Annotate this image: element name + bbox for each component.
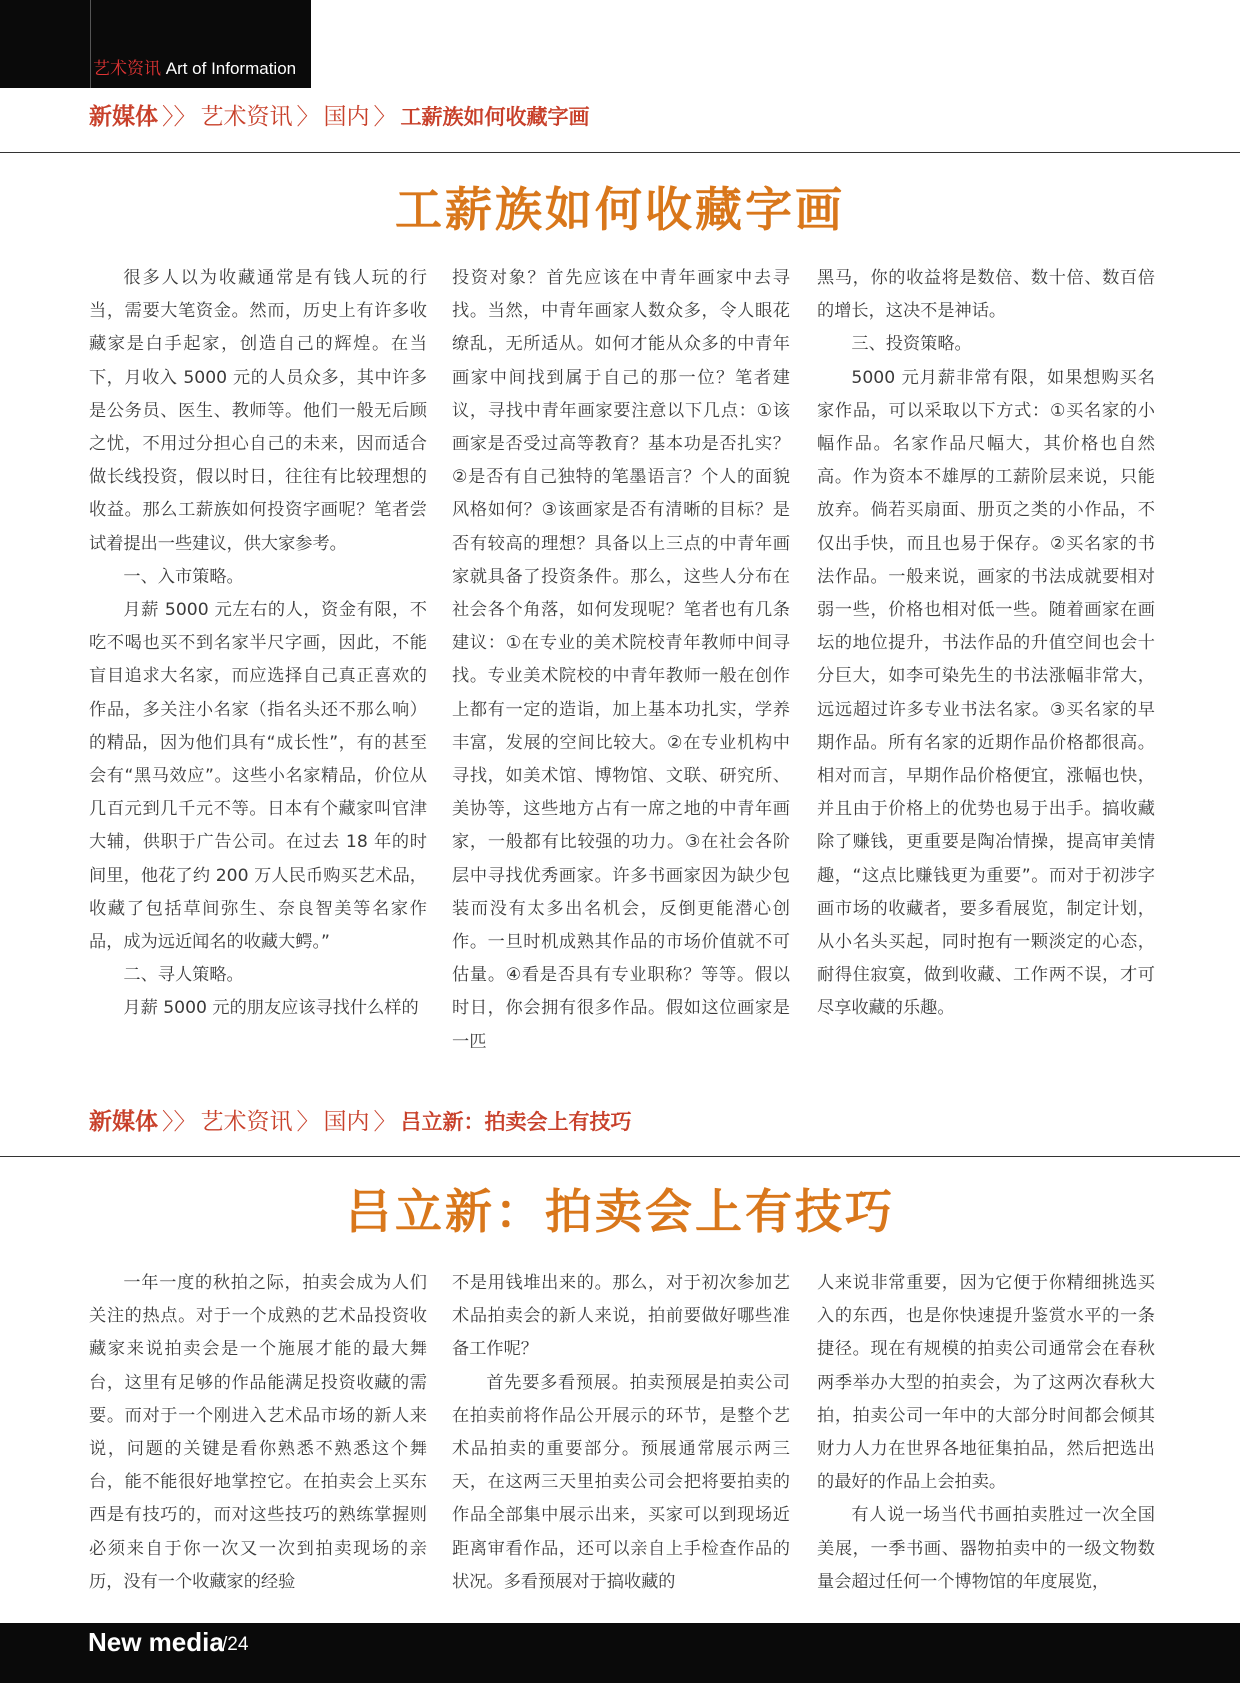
article-column-1 [89, 262, 427, 1026]
paragraph: 三、投资策略。 [851, 334, 972, 355]
article-2-column-1 [89, 1267, 427, 1599]
paragraph: 人来说非常重要，因为它便于你精细挑选买入的东西，也是你快速提升鉴赏水平的一条捷径。现在有规模的拍卖公司通常会在春秋两季举办大型的拍卖会，为了这两次春秋大拍，拍卖公司一年中的大部分时间都会倾其财力人力在世界各地征集拍品，然后把选出的最好的作品上会拍卖。 [817, 1273, 1155, 1493]
breadcrumb-separator: 〉 [296, 104, 320, 130]
breadcrumb-art-info[interactable]: 艺术资讯 [200, 104, 293, 130]
paragraph: 黑马，你的收益将是数倍、数十倍、数百倍的增长，这决不是神话。 [817, 268, 1155, 322]
article-2-column-3 [817, 1267, 1155, 1599]
paragraph: 一年一度的秋拍之际，拍卖会成为人们关注的热点。对于一个成熟的艺术品投资收藏家来说拍卖会是一个施展才能的最大舞台，这里有足够的作品能满足投资收藏的需要。而对于一个刚进入艺术品市场的新人来说，问题的关键是看你熟悉不熟悉这个舞台，能不能很好地掌控它。在拍卖会上买东西是有技巧的，而对这些技巧的熟练掌握则必须来自于你一次又一次到拍卖现场的亲历，没有一个收藏家的经验 [89, 1273, 427, 1592]
paragraph: 二、寻人策略。 [123, 965, 244, 986]
article-column-2 [452, 262, 790, 1059]
breadcrumb-separator: 〉 [373, 1109, 397, 1135]
paragraph: 一、入市策略。 [123, 566, 244, 587]
breadcrumb-separator: 〉 [373, 104, 397, 130]
footer-brand-logo: New media [88, 1627, 224, 1657]
section-label-cn: 艺术资讯 [93, 59, 161, 78]
section-divider [0, 152, 1240, 153]
breadcrumb-root[interactable]: 新媒体 [89, 104, 158, 130]
breadcrumb-art-info[interactable]: 艺术资讯 [200, 1109, 293, 1135]
paragraph: 投资对象？首先应该在中青年画家中去寻找。当然，中青年画家人数众多，令人眼花缭乱，无所适从。如何才能从众多的中青年画家中间找到属于自己的那一位？笔者建议，寻找中青年画家要注意以下几点：①该画家是否受过高等教育？基本功是否扎实？②是否有自己独特的笔墨语言？个人的面貌风格如何？③该画家是否有清晰的目标？是否有较高的理想？具备以上三点的中青年画家就具备了投资条件。那么，这些人分布在社会各个角落，如何发现呢？笔者也有几条建议：①在专业的美术院校青年教师中间寻找。专业美术院校的中青年教师一般在创作上都有一定的造诣，加上基本功扎实，学养丰富，发展的空间比较大。②在专业机构中寻找，如美术馆、博物馆、文联、研究所、美协等，这些地方占有一席之地的中青年画家，一般都有比较强的功力。③在社会各阶层中寻找优秀画家。许多书画家因为缺少包装而没有太多出名机会，反倒更能潜心创作。一旦时机成熟其作品的市场价值就不可估量。④看是否具有专业职称？等等。假以时日，你会拥有很多作品。假如这位画家是一匹 [452, 268, 790, 1052]
paragraph: 不是用钱堆出来的。那么，对于初次参加艺术品拍卖会的新人来说，拍前要做好哪些准备工作呢？ [452, 1273, 790, 1360]
breadcrumb [89, 98, 590, 131]
breadcrumb-root[interactable]: 新媒体 [89, 1109, 158, 1135]
header-divider-line [90, 0, 91, 88]
breadcrumb-separator: 〉〉 [162, 1109, 197, 1135]
paragraph: 月薪 5000 元左右的人，资金有限，不吃不喝也买不到名家半尺字画，因此，不能盲目追求大名家，而应选择自己真正喜欢的作品，多关注小名家（指名头还不那么响）的精品，因为他们具有“成长性”，有的甚至会有“黑马效应”。这些小名家精品，价位从几百元到几千元不等。日本有个藏家叫官津大辅，供职于广告公司。在过去 18 年的时间里，他花了约 200 万人民币购买艺术品，收藏了包括草间弥生、奈良智美等名家作品，成为远近闻名的收藏大鳄。” [89, 600, 427, 953]
article-title: 工薪族如何收藏字画 [395, 183, 845, 238]
section-label [93, 54, 296, 79]
breadcrumb-2 [89, 1103, 632, 1136]
paragraph: 有人说一场当代书画拍卖胜过一次全国美展，一季书画、器物拍卖中的一级文物数量会超过任何一个博物馆的年度展览， [817, 1505, 1155, 1592]
article-column-3 [817, 262, 1155, 1026]
section-label-en: Art of Information [165, 59, 297, 78]
article-title-2: 吕立新：拍卖会上有技巧 [345, 1185, 895, 1240]
breadcrumb-domestic[interactable]: 国内 [323, 1109, 370, 1135]
breadcrumb-separator: 〉〉 [162, 104, 197, 130]
breadcrumb-separator: 〉 [296, 1109, 320, 1135]
breadcrumb-current: 吕立新：拍卖会上有技巧 [400, 1110, 632, 1134]
page-number: /24 [222, 1634, 249, 1655]
paragraph: 很多人以为收藏通常是有钱人玩的行当，需要大笔资金。然而，历史上有许多收藏家是白手起家，创造自己的辉煌。在当下，月收入 5000 元的人员众多，其中许多是公务员、医生、教师等。他们一般无后顾之忧，不用过分担心自己的未来，因而适合做长线投资，假以时日，往往有比较理想的收益。那么工薪族如何投资字画呢？笔者尝试着提出一些建议，供大家参考。 [89, 268, 427, 554]
article-2-column-2 [452, 1267, 790, 1599]
breadcrumb-current: 工薪族如何收藏字画 [400, 105, 590, 129]
section-divider [0, 1156, 1240, 1157]
paragraph: 月薪 5000 元的朋友应该寻找什么样的 [123, 998, 419, 1019]
breadcrumb-domestic[interactable]: 国内 [323, 104, 370, 130]
paragraph: 首先要多看预展。拍卖预展是拍卖公司在拍卖前将作品公开展示的环节，是整个艺术品拍卖的重要部分。预展通常展示两三天，在这两三天里拍卖公司会把将要拍卖的作品全部集中展示出来，买家可以到现场近距离审看作品，还可以亲自上手检查作品的状况。多看预展对于搞收藏的 [452, 1372, 790, 1592]
paragraph: 5000 元月薪非常有限，如果想购买名家作品，可以采取以下方式：①买名家的小幅作品。名家作品尺幅大，其价格也自然高。作为资本不雄厚的工薪阶层来说，只能放弃。倘若买扇面、册页之类的小作品，不仅出手快，而且也易于保存。②买名家的书法作品。一般来说，画家的书法成就要相对弱一些，价格也相对低一些。随着画家在画坛的地位提升，书法作品的升值空间也会十分巨大，如李可染先生的书法涨幅非常大，远远超过许多专业书法名家。③买名家的早期作品。所有名家的近期作品价格都很高。相对而言，早期作品价格便宜，涨幅也快，并且由于价格上的优势也易于出手。搞收藏除了赚钱，更重要是陶冶情操，提高审美情趣，“这点比赚钱更为重要”。而对于初涉字画市场的收藏者，要多看展览，制定计划，从小名头买起，同时抱有一颗淡定的心态，耐得住寂寞，做到收藏、工作两不误，才可尽享收藏的乐趣。 [817, 367, 1155, 1019]
